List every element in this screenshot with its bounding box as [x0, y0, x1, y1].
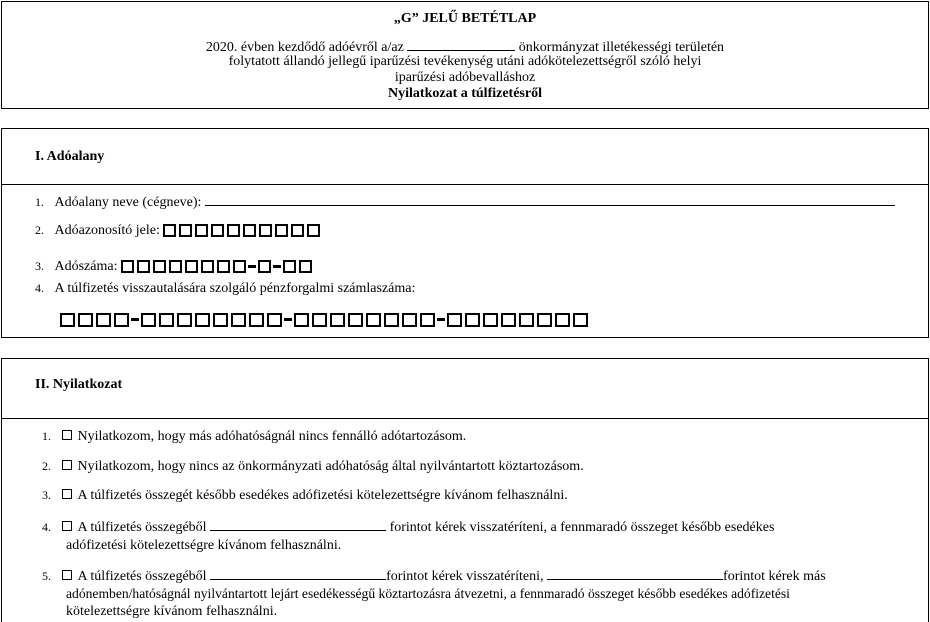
declaration-5-text-d: adónemben/hatóságnál nyilvántartott lejárt esedékességű köztartozásra átvezetni, a fennmaradó összeget később esedékes adófizetési: [66, 586, 790, 601]
declaration-item-1: [42, 429, 466, 445]
item-number: 3.: [35, 259, 44, 273]
section-declaration-header: [2, 359, 928, 419]
item-number: 2.: [35, 223, 44, 237]
declaration-5-text-e: kötelezettségre kívánom felhasználni.: [66, 604, 278, 619]
declaration-item-5: [42, 567, 826, 585]
tax-number-cells-2[interactable]: [258, 260, 271, 273]
item-number: 4.: [42, 520, 51, 534]
taxpayer-name-field[interactable]: [205, 193, 895, 206]
refund-amount-field-2[interactable]: [210, 567, 386, 580]
declaration-4-checkbox[interactable]: [62, 521, 72, 531]
header-line-1-a: 2020. évben kezdődő adóévről a/az: [205, 40, 404, 55]
declaration-5-text-b: forintot kérek visszatéríteni,: [386, 569, 544, 584]
form-header: [1, 1, 929, 109]
item-number: 5.: [42, 569, 51, 583]
declaration-item-3: [42, 488, 568, 504]
declaration-item-2: [42, 459, 584, 475]
header-subtitle: Nyilatkozat a túlfizetésről: [388, 86, 542, 101]
item-number: 2.: [42, 459, 51, 473]
declaration-1-text: Nyilatkozom, hogy más adóhatóságnál nincs fennálló adótartozásom.: [77, 429, 467, 444]
refund-amount-field[interactable]: [210, 518, 386, 531]
declaration-4-text-b: forintot kérek visszatéríteni, a fennmaradó összeget később esedékes: [389, 520, 775, 535]
section-taxpayer: [1, 128, 929, 338]
declaration-item-4: [42, 518, 774, 536]
header-line-2: folytatott állandó jellegű iparűzési tevékenység utáni adókötelezettségről szóló helyi: [228, 54, 702, 69]
bank-account-cells[interactable]: [60, 312, 588, 328]
declaration-3-text: A túlfizetés összegét később esedékes adófizetési kötelezettségre kívánom felhasználni.: [77, 488, 568, 503]
tax-number-row: [35, 259, 312, 275]
tax-id-row: [35, 223, 320, 239]
declaration-5-text-a: A túlfizetés összegéből: [77, 569, 207, 584]
header-line-1-b: önkormányzat illetékességi területén: [518, 40, 725, 55]
form-title: „G” JELŰ BETÉTLAP: [393, 11, 537, 26]
bank-account-row: [35, 281, 415, 297]
section-taxpayer-heading: I. Adóalany: [35, 149, 105, 164]
tax-number-label: Adószáma:: [54, 259, 118, 274]
section-declaration: [1, 358, 929, 622]
transfer-amount-field[interactable]: [547, 567, 723, 580]
tax-number-cells-3[interactable]: [283, 260, 312, 273]
item-number: 3.: [42, 488, 51, 502]
declaration-2-checkbox[interactable]: [62, 460, 72, 470]
taxpayer-name-label: Adóalany neve (cégneve):: [54, 195, 202, 210]
item-number: 4.: [35, 281, 44, 295]
declaration-5-text-c: forintot kérek más: [723, 569, 826, 584]
declaration-4-text-c: adófizetési kötelezettségre kívánom felhasználni.: [66, 538, 342, 553]
declaration-1-checkbox[interactable]: [62, 430, 72, 440]
taxpayer-name-row: [35, 193, 895, 211]
municipality-blank[interactable]: [407, 38, 515, 51]
tax-id-cells[interactable]: [163, 224, 320, 237]
bank-account-label: A túlfizetés visszautalására szolgáló pénzforgalmi számlaszáma:: [54, 281, 416, 296]
declaration-4-text-a: A túlfizetés összegéből: [77, 520, 207, 535]
header-line-3: iparűzési adóbevalláshoz: [394, 70, 536, 85]
section-declaration-heading: II. Nyilatkozat: [35, 377, 123, 392]
declaration-5-checkbox[interactable]: [62, 570, 72, 580]
item-number: 1.: [42, 429, 51, 443]
tax-number-cells[interactable]: [121, 260, 246, 273]
declaration-2-text: Nyilatkozom, hogy nincs az önkormányzati adóhatóság által nyilvántartott köztartozásom.: [77, 459, 584, 474]
tax-id-label: Adóazonosító jele:: [54, 223, 160, 238]
item-number: 1.: [35, 195, 44, 209]
section-taxpayer-header: [2, 129, 928, 185]
declaration-3-checkbox[interactable]: [62, 489, 72, 499]
